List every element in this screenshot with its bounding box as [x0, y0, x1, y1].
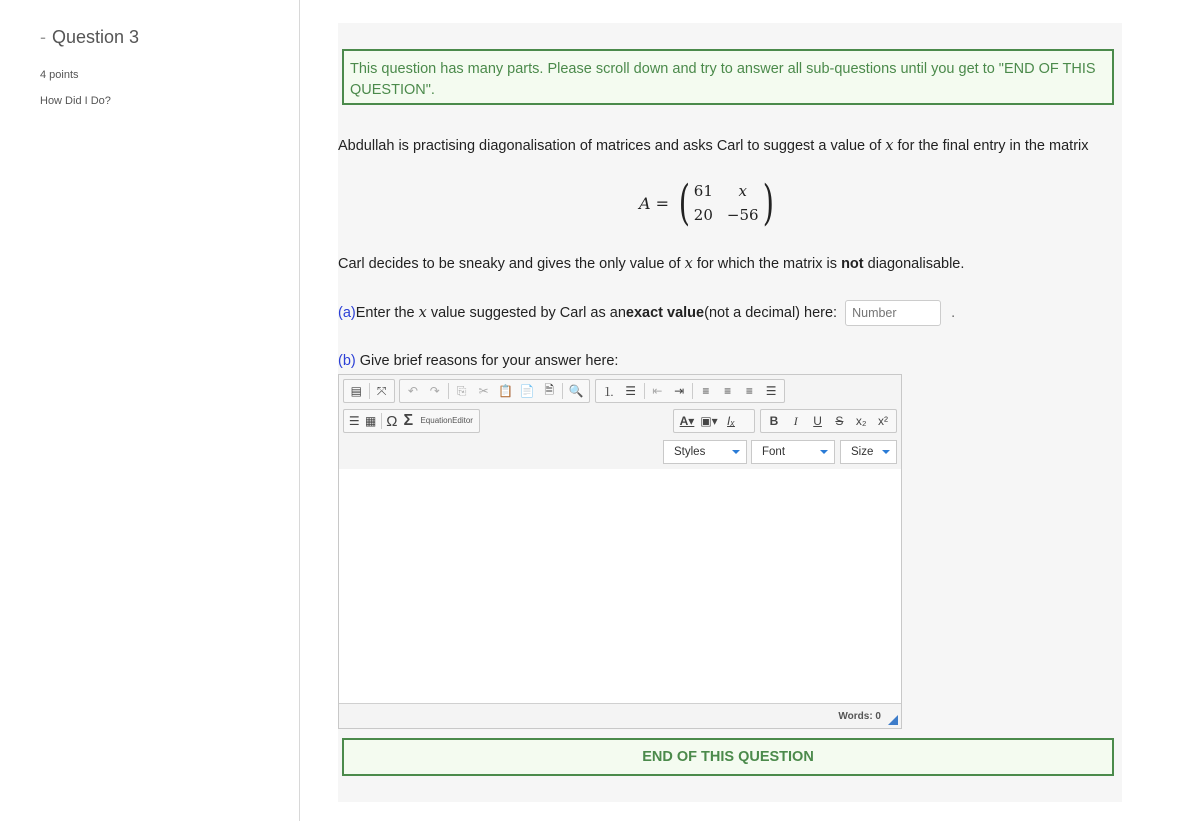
paste-word-icon[interactable]: 🗎 — [544, 382, 555, 397]
superscript-icon[interactable]: x² — [878, 414, 889, 428]
align-right-icon[interactable]: ≡ — [745, 384, 753, 398]
trailing-period: . — [951, 305, 956, 321]
toolbar-separator — [644, 383, 645, 399]
redo-icon[interactable]: ↷ — [429, 384, 440, 398]
problem2-bold: not — [841, 256, 864, 272]
bold-icon[interactable]: B — [769, 414, 779, 428]
toolbar-separator — [369, 383, 370, 399]
rich-text-editor — [338, 374, 902, 729]
left-paren-icon: ( — [678, 175, 691, 231]
matrix-cell: x — [738, 182, 747, 200]
paste-icon[interactable]: 📋 — [497, 384, 513, 398]
math-var-x: x — [418, 305, 427, 321]
resize-handle-icon[interactable] — [888, 715, 898, 725]
horizontal-rule-icon[interactable]: ☰ — [348, 414, 360, 428]
problem-statement — [338, 138, 1089, 154]
undo-icon[interactable]: ↶ — [407, 384, 418, 398]
problem2-text-3: diagonalisable. — [863, 256, 965, 272]
collapse-toggle-icon[interactable]: - — [40, 27, 46, 47]
math-var-x: x — [885, 138, 894, 154]
justify-icon[interactable]: ☰ — [765, 384, 777, 398]
find-icon[interactable]: 🔍 — [568, 384, 584, 398]
align-center-icon[interactable]: ≡ — [724, 384, 732, 398]
font-dropdown[interactable] — [751, 440, 835, 464]
size-dropdown[interactable] — [840, 440, 897, 464]
question-points: 4 points — [40, 69, 79, 81]
editor-toolbar — [339, 375, 901, 470]
equation-label-2: Editor — [452, 416, 473, 425]
chevron-down-icon — [820, 450, 828, 454]
part-a-text-2: value suggested by Carl as an — [430, 305, 626, 321]
toolbar-group-colors — [673, 409, 755, 433]
indent-icon[interactable]: ⇥ — [674, 384, 685, 398]
numbered-list-icon[interactable]: ⒈ — [602, 384, 615, 399]
problem-statement-2 — [338, 256, 964, 272]
maximize-icon[interactable]: ⤧ — [376, 383, 387, 398]
matrix-cell: −56 — [726, 206, 759, 224]
subscript-icon[interactable]: x₂ — [855, 414, 867, 428]
toolbar-separator — [562, 383, 563, 399]
right-paren-icon: ) — [762, 175, 774, 231]
matrix-lhs: A = — [639, 193, 670, 213]
problem2-text-1: Carl decides to be sneaky and gives the only value of — [338, 256, 685, 272]
size-dropdown-label: Size — [851, 446, 874, 458]
toolbar-group-insert — [343, 409, 480, 433]
part-a-bold: exact value — [625, 305, 705, 321]
instructions-notice: This question has many parts. Please scroll down and try to answer all sub-questions until you get to "END OF THIS QUESTION". — [342, 49, 1114, 105]
toolbar-group-basicstyles — [760, 409, 897, 433]
how-did-i-do-link[interactable]: How Did I Do? — [40, 95, 111, 107]
styles-dropdown[interactable] — [663, 440, 747, 464]
matrix-cell: 20 — [693, 206, 713, 224]
underline-icon[interactable]: U — [813, 414, 822, 428]
paste-text-icon[interactable]: 📄 — [519, 384, 535, 398]
part-a-text-1: Enter the — [355, 305, 415, 321]
question-title: Question 3 — [52, 27, 140, 47]
math-var-x: x — [684, 256, 693, 272]
styles-dropdown-label: Styles — [674, 446, 706, 458]
matrix-cell: 61 — [693, 182, 713, 200]
toolbar-separator — [448, 383, 449, 399]
copy-icon[interactable]: ⎘ — [456, 383, 467, 398]
toolbar-group-view — [343, 379, 395, 403]
align-left-icon[interactable]: ≡ — [702, 384, 710, 398]
question-body — [338, 23, 1122, 802]
part-a-label: (a) — [338, 305, 356, 321]
italic-icon[interactable]: I — [793, 413, 798, 428]
end-of-question-banner: END OF THIS QUESTION — [342, 738, 1114, 776]
part-b-label: (b) — [338, 353, 356, 369]
strikethrough-icon[interactable]: S — [835, 414, 844, 428]
special-char-icon[interactable]: Ω — [386, 412, 398, 430]
part-b — [338, 353, 618, 369]
editor-content-area[interactable] — [339, 469, 901, 704]
toolbar-group-clipboard — [399, 379, 590, 403]
font-dropdown-label: Font — [762, 446, 786, 458]
background-color-icon[interactable]: ▣▾ — [700, 414, 718, 428]
chevron-down-icon — [882, 450, 890, 454]
remove-format-icon[interactable]: Iₓ — [727, 414, 735, 428]
question-heading[interactable] — [40, 27, 139, 48]
equation-label-1: Equation — [420, 416, 453, 425]
editor-statusbar — [339, 703, 901, 728]
chevron-down-icon — [732, 450, 740, 454]
question-sidebar — [0, 0, 300, 821]
problem-text-2: for the final entry in the matrix — [893, 138, 1089, 154]
matrix-display — [639, 173, 777, 233]
save-icon[interactable]: ▤ — [350, 384, 362, 398]
part-a-text-3: (not a decimal) here: — [704, 305, 838, 321]
matrix-entries — [694, 182, 759, 224]
part-a — [338, 300, 955, 326]
outdent-icon[interactable]: ⇤ — [652, 384, 663, 398]
bullet-list-icon[interactable]: ☰ — [625, 384, 636, 398]
cut-icon[interactable]: ✂ — [478, 384, 489, 398]
toolbar-separator — [692, 383, 693, 399]
problem2-text-2: for which the matrix is — [692, 256, 842, 272]
part-b-text: Give brief reasons for your answer here: — [355, 353, 619, 369]
problem-text-1: Abdullah is practising diagonalisation of matrices and asks Carl to suggest a value of — [338, 138, 886, 154]
text-color-icon[interactable]: A▾ — [679, 414, 695, 428]
word-count: Words: 0 — [838, 711, 881, 722]
answer-number-input[interactable] — [845, 300, 941, 326]
equation-editor-button[interactable] — [417, 411, 476, 431]
toolbar-separator — [381, 413, 382, 429]
toolbar-group-paragraph — [595, 379, 785, 403]
table-icon[interactable]: ▦ — [364, 414, 377, 428]
sigma-icon[interactable]: Σ — [403, 412, 414, 429]
